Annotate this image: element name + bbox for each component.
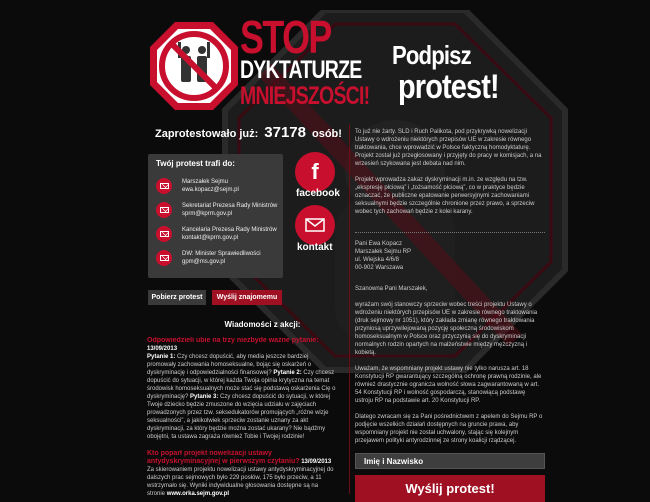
counter-label: Zaprotestowało już: [155, 128, 259, 140]
recipient-name: Kancelaria Prezesa Rady Ministrów [182, 227, 277, 233]
news-item [147, 337, 337, 447]
recipient-item[interactable] [156, 250, 261, 266]
recipient-email: gpm@ms.gov.pl [182, 259, 225, 265]
address-line: Marszałek Sejmu RP [355, 249, 412, 255]
question-label: Pytanie 3: [190, 394, 219, 400]
envelope-icon [156, 178, 172, 194]
submit-protest-button[interactable]: Wyślij protest! [355, 475, 545, 502]
headline-podpisz: Podpisz [392, 40, 471, 70]
address-line: 00-902 Warszawa [355, 265, 404, 271]
counter-value: 37178 [264, 124, 306, 141]
facebook-icon[interactable]: f [295, 152, 335, 192]
question-label: Pytanie 2: [273, 370, 302, 376]
separator [355, 232, 545, 233]
recipient-email: kontakt@kprm.gov.pl [182, 235, 239, 241]
question-text: Czy chcesz dopuścić do sytuacji, w której Twoje dziecko będzie zmuszone do wzięcia udziału w zajęciach prowadzonych przez tzw. seksedukatorów promujących „różne wizje seksualności”, a jakikolwiek sprzeciw zostanie uznany za akt dyskryminacji, za który będzie można zostać ukarany? Nie bądźmy obojętni, ta ustawa zagraża również Tobie i Twojej rodzinie! [147, 394, 331, 440]
letter-paragraph-1: wyrażam swój stanowczy sprzeciw wobec treści projektu Ustawy o wdrożeniu niektórych przepisów UE w zakresie równego traktowania (druk sejmowy nr 1051), który zakłada zmianę równego traktowania przyniosą uprzywilejowaną pozycję społeczną środowiskom homoseksualnym w Polsce oraz przyczynią się do dyskryminacji normalnych rodzin opartych na małżeństwie między mężczyzną i kobietą. [355, 302, 538, 356]
counter-unit: osób! [312, 128, 342, 140]
stop-sign-logo-icon [148, 20, 240, 112]
question-label: Pytanie 1: [147, 354, 176, 360]
envelope-icon [156, 202, 172, 218]
recipients-title: Twój protest trafi do: [156, 159, 235, 168]
letter-paragraph-2: Uważam, że wspomniany projekt ustawy nie tylko narusza art. 18 Konstytucji RP gwarantujący szczególną ochronę prawną rodzinie, ale również drastycznie ogranicza wolność słowa zagwarantowaną w art. 54 Konstytucji RP i wolność gospodarczą, stanowiącą podstawę ustroju RP na podstawie art. 20 Konstytucji RP. [355, 366, 542, 404]
sejm-link[interactable]: www.orka.sejm.gov.pl [166, 491, 230, 497]
recipient-name: Sekretariat Prezesa Rady Ministrów [182, 203, 278, 209]
headline-protest: protest! [398, 68, 499, 106]
recipient-item[interactable] [156, 202, 277, 218]
news-item [147, 450, 337, 502]
name-input[interactable]: Imię i Nazwisko [355, 453, 545, 469]
logo-stop-text: STOP [240, 11, 331, 63]
recipient-email: sprm@kprm.gov.pl [182, 211, 232, 217]
contact-link[interactable]: kontakt [297, 242, 333, 253]
letter-paragraph-3: Dlatego zwracam się za Pani pośrednictwem z apelem do Sejmu RP o podjęcie wszelkich działań dostępnych na gruncie prawa, aby wspomniany projekt nie został uchwalony, stając się kolejnym przejawem polityki antyrodzinnej ze strony koalicji rządzącej. [355, 414, 543, 444]
download-protest-button[interactable]: Pobierz protest [148, 290, 206, 305]
news-body: Za skierowaniem projektu nowelizacji ustawy antydyskryminacyjnej do dalszych prac sejmowych było 229 posłów, 175 było przeciw, a 11 wstrzymało się. Wyniki indywidualne głosowania dostępne są na stronie [147, 467, 334, 497]
recipient-item[interactable] [156, 178, 239, 194]
address-line: Pani Ewa Kopacz [355, 241, 403, 247]
news-date: 13/09/2013 [147, 346, 178, 352]
recipient-item[interactable] [156, 226, 277, 242]
signature-counter [155, 124, 342, 141]
address-line: ul. Wiejska 4/6/8 [355, 257, 400, 263]
news-heading: Wiadomości z akcji: [224, 320, 301, 329]
letter-salutation: Szanowna Pani Marszałek, [355, 286, 428, 292]
envelope-icon [156, 250, 172, 266]
question-text: Czy chcesz dopuścić, aby media jeszcze bardziej promowały zachowania homoseksualne, bojąc się oskarżeń o dyskryminację i odpowiedzialności finansowej? [147, 354, 312, 376]
column-divider [349, 124, 350, 494]
intro-paragraph-1: To już nie żarty. SLD i Ruch Palikota, pod przykrywką nowelizacji Ustawy o wdrożeniu niektórych przepisów UE w zakresie równego traktowania, chce wprowadzić w Polsce faktyczną homodyktaturę. Projekt został już przegłosowany i przyjęty do pracy w komisjach, a na wrzesień szykowana jest debata nad nim. [355, 129, 542, 167]
question-text: Czy chcesz dopuścić do sytuacji, w której każda Twoja opinia krytyczna na temat środowisk homoseksualnych może stać się podstawą oskarżenia Cię o dyskryminację? [147, 370, 336, 400]
news-title-link[interactable]: Odpowiedzieli ubie na trzy niezbyde ważne pytanie: [147, 337, 319, 344]
facebook-link[interactable]: facebook [296, 188, 340, 199]
send-to-friend-button[interactable]: Wyślij znajomemu [212, 290, 282, 305]
recipients-panel [148, 154, 283, 278]
recipient-name: Marszałek Sejmu [182, 179, 229, 185]
intro-text [355, 128, 543, 216]
recipient-name: DW: Minister Sprawiedliwości [182, 251, 261, 257]
news-date: 13/09/2013 [301, 459, 332, 465]
contact-envelope-icon[interactable] [295, 205, 335, 245]
logo-mniejszosci-text: MNIEJSZOŚCI! [240, 82, 370, 110]
intro-paragraph-2: Projekt wprowadza zakaz dyskryminacji m.in. ze względu na tzw. „ekspresję płciową” i „tożsamość płciową”, co w praktyce będzie oznaczać, że publiczne epatowanie perwersyjnymi zachowaniami seksualnymi będzie szczególnie chronione przez prawo, a sprzeciw wobec tych zachowań będzie z kolei karany. [355, 177, 535, 215]
letter-body [355, 285, 543, 445]
envelope-icon [156, 226, 172, 242]
logo-dyktaturze-text: DYKTATURZE [240, 56, 362, 84]
recipient-email: ewa.kopacz@sejm.pl [182, 187, 239, 193]
letter-address [355, 240, 543, 272]
news-title-link[interactable]: Kto poparł projekt nowelizacji ustawy antydyskryminacyjnej w pierwszym czytaniu? [147, 450, 300, 465]
